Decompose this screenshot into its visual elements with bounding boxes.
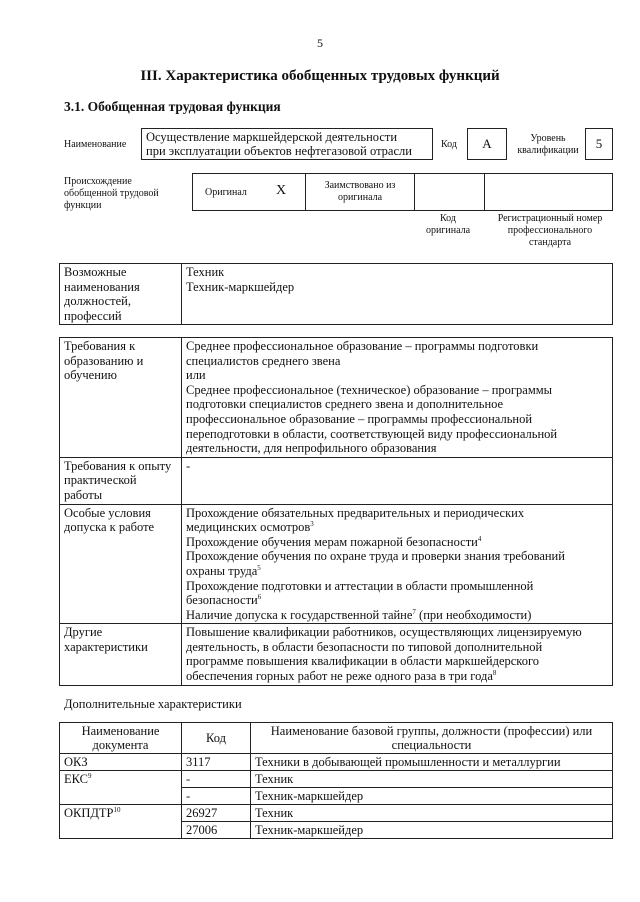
education-line: профессиональное образование – программы профессиональной: [186, 411, 533, 426]
footnote-ref: 9: [88, 771, 92, 780]
origin-label: [64, 176, 174, 212]
experience-label-line: Требования к опыту: [64, 458, 172, 473]
caption-original-code-line-2: оригинала: [425, 225, 471, 236]
other-text: обеспечения горных работ не реже одного раза в три года: [186, 669, 493, 684]
special-line: Прохождение подготовки и аттестации в области промышленной: [186, 578, 534, 593]
special-line: [186, 520, 608, 535]
header-doc-line-2: документа: [92, 738, 149, 752]
footnote-ref: 5: [257, 563, 261, 572]
special-line: Прохождение обучения по охране труда и проверки знания требований: [186, 549, 565, 564]
qualification-level-label-line-2: квалификации: [517, 145, 579, 156]
original-label: Оригинал: [205, 187, 247, 198]
special-conditions-row: [60, 504, 613, 624]
borrowed-label-line-2: оригинала: [337, 192, 383, 203]
education-label-cell: [60, 338, 182, 458]
other-label-cell: [60, 624, 182, 685]
function-name-line-2: при эксплуатации объектов нефтегазовой отрасли: [146, 144, 412, 158]
caption-reg-number: [487, 213, 613, 249]
footnote-ref: 3: [310, 519, 314, 528]
header-code: Код: [182, 723, 251, 754]
origin-borrowed-cell: [306, 174, 415, 210]
positions-table: [59, 263, 613, 325]
special-conditions-value-cell: [182, 504, 613, 624]
special-text: (при необходимости): [415, 607, 532, 622]
other-label-line: Другие: [64, 625, 103, 640]
additional-header-row: [60, 723, 613, 754]
caption-reg-number-line-3: стандарта: [528, 237, 572, 248]
footnote-ref: 4: [477, 534, 482, 543]
header-doc: [60, 723, 182, 754]
origin-label-line-2: обобщенной трудовой: [64, 188, 159, 199]
positions-values-cell: [182, 264, 613, 325]
education-line: специалистов среднего звена: [186, 353, 341, 368]
okz-doc: ОКЗ: [60, 754, 182, 771]
positions-label-line: профессий: [64, 308, 122, 323]
okpdtr-row: [60, 805, 613, 822]
positions-label-line: Возможные: [64, 265, 127, 279]
eks-doc-cell: [60, 771, 182, 805]
education-line: Среднее профессиональное образование – программы подготовки: [186, 339, 539, 353]
special-text: безопасности: [186, 593, 258, 608]
function-code-label: Код: [441, 139, 457, 150]
section-title: III. Характеристика обобщенных трудовых функций: [140, 68, 500, 84]
okz-name: Техники в добывающей промышленности и металлургии: [251, 754, 613, 771]
okpdtr-name: Техник: [251, 805, 613, 822]
special-line: Прохождение обязательных предварительных и периодических: [186, 505, 525, 520]
positions-row: [60, 264, 613, 325]
caption-reg-number-line-2: профессионального: [507, 225, 593, 236]
page-number: 5: [317, 36, 323, 50]
function-code-value: А: [467, 128, 507, 160]
position-value: Техник-маркшейдер: [186, 279, 295, 294]
footnote-ref: 8: [492, 668, 497, 677]
education-line: подготовки специалистов среднего звена и дополнительное: [186, 397, 504, 412]
special-text: охраны труда: [186, 563, 258, 578]
other-value-cell: [182, 624, 613, 685]
caption-original-code: [416, 213, 480, 237]
original-mark: X: [276, 183, 287, 198]
qualification-level-value: 5: [585, 128, 613, 160]
special-line: [186, 564, 608, 579]
experience-row: [60, 457, 613, 504]
education-line: или: [186, 368, 206, 383]
qualification-level-label: [512, 133, 584, 157]
special-text: Наличие допуска к государственной тайне: [186, 607, 413, 622]
qualification-level-label-line-1: Уровень: [530, 133, 566, 144]
other-label-line: характеристики: [64, 639, 148, 654]
okpdtr-name: Техник-маркшейдер: [251, 822, 613, 839]
position-value: Техник: [186, 265, 225, 279]
other-line: Повышение квалификации работников, осуществляющих лицензируемую: [186, 625, 582, 640]
eks-row: [60, 771, 613, 788]
special-line: [186, 535, 608, 550]
header-name-line-1: Наименование базовой группы, должности (профессии) или: [270, 724, 593, 738]
origin-label-line-3: функции: [64, 200, 102, 211]
okpdtr-code: 26927: [182, 805, 251, 822]
education-line: деятельности, для непрофильного образования: [186, 441, 437, 456]
other-line: деятельность, в области безопасности по типовой дополнительной: [186, 639, 543, 654]
origin-reg-number-cell: [485, 174, 612, 210]
header-name: [251, 723, 613, 754]
okpdtr-doc: ОКПДТР: [64, 806, 114, 820]
origin-code-cell: [415, 174, 485, 210]
footnote-ref: 10: [113, 805, 121, 814]
header-name-line-2: специальности: [391, 738, 472, 752]
positions-label-line: наименования: [64, 279, 140, 294]
okz-row: [60, 754, 613, 771]
special-line: [186, 593, 608, 608]
origin-row: [192, 173, 613, 211]
eks-doc: ЕКС: [64, 772, 88, 786]
function-name-label: Наименование: [64, 139, 127, 150]
other-line: программе повышения квалификации в области маркшейдерского: [186, 654, 540, 669]
eks-code: -: [182, 771, 251, 788]
caption-reg-number-line-1: Регистрационный номер: [497, 213, 603, 224]
okpdtr-code: 27006: [182, 822, 251, 839]
positions-label-cell: [60, 264, 182, 325]
origin-original-cell: [193, 174, 306, 210]
education-line: Среднее профессиональное (техническое) образование – программы: [186, 382, 553, 397]
education-value-cell: [182, 338, 613, 458]
eks-name: Техник-маркшейдер: [251, 788, 613, 805]
special-label-line: допуска к работе: [64, 520, 155, 535]
additional-table: [59, 722, 613, 839]
additional-title: Дополнительные характеристики: [64, 697, 242, 711]
experience-label-line: работы: [64, 487, 103, 502]
education-label-line: образованию и: [64, 353, 144, 368]
experience-label-cell: [60, 457, 182, 504]
education-label-line: обучению: [64, 368, 117, 383]
education-line: переподготовки в области, соответствующей виду профессиональной: [186, 426, 558, 441]
special-text: Прохождение обучения мерам пожарной безопасности: [186, 534, 478, 549]
footnote-ref: 7: [412, 607, 416, 616]
okpdtr-doc-cell: [60, 805, 182, 839]
header-doc-line-1: Наименование: [81, 724, 160, 738]
subsection-title: 3.1. Обобщенная трудовая функция: [64, 99, 281, 114]
caption-original-code-line-1: Код: [440, 213, 456, 224]
experience-value-cell: [182, 457, 613, 504]
experience-value: -: [186, 458, 191, 473]
borrowed-label-line-1: Заимствовано из: [324, 180, 396, 191]
origin-label-line-1: Происхождение: [64, 176, 132, 187]
special-conditions-label-cell: [60, 504, 182, 624]
positions-label-line: должностей,: [64, 294, 131, 309]
okz-code: 3117: [182, 754, 251, 771]
special-line: [186, 608, 608, 623]
other-row: [60, 624, 613, 685]
eks-name: Техник: [251, 771, 613, 788]
eks-code: -: [182, 788, 251, 805]
education-label-line: Требования к: [64, 339, 136, 353]
special-text: медицинских осмотров: [186, 520, 311, 535]
special-label-line: Особые условия: [64, 505, 151, 520]
requirements-table: [59, 337, 613, 686]
borrowed-label: [306, 180, 414, 204]
education-row: [60, 338, 613, 458]
function-name-line-1: Осуществление маркшейдерской деятельности: [146, 130, 398, 144]
footnote-ref: 6: [257, 592, 262, 601]
function-name-box: [141, 128, 433, 160]
other-line: [186, 669, 608, 684]
experience-label-line: практической: [64, 473, 137, 488]
